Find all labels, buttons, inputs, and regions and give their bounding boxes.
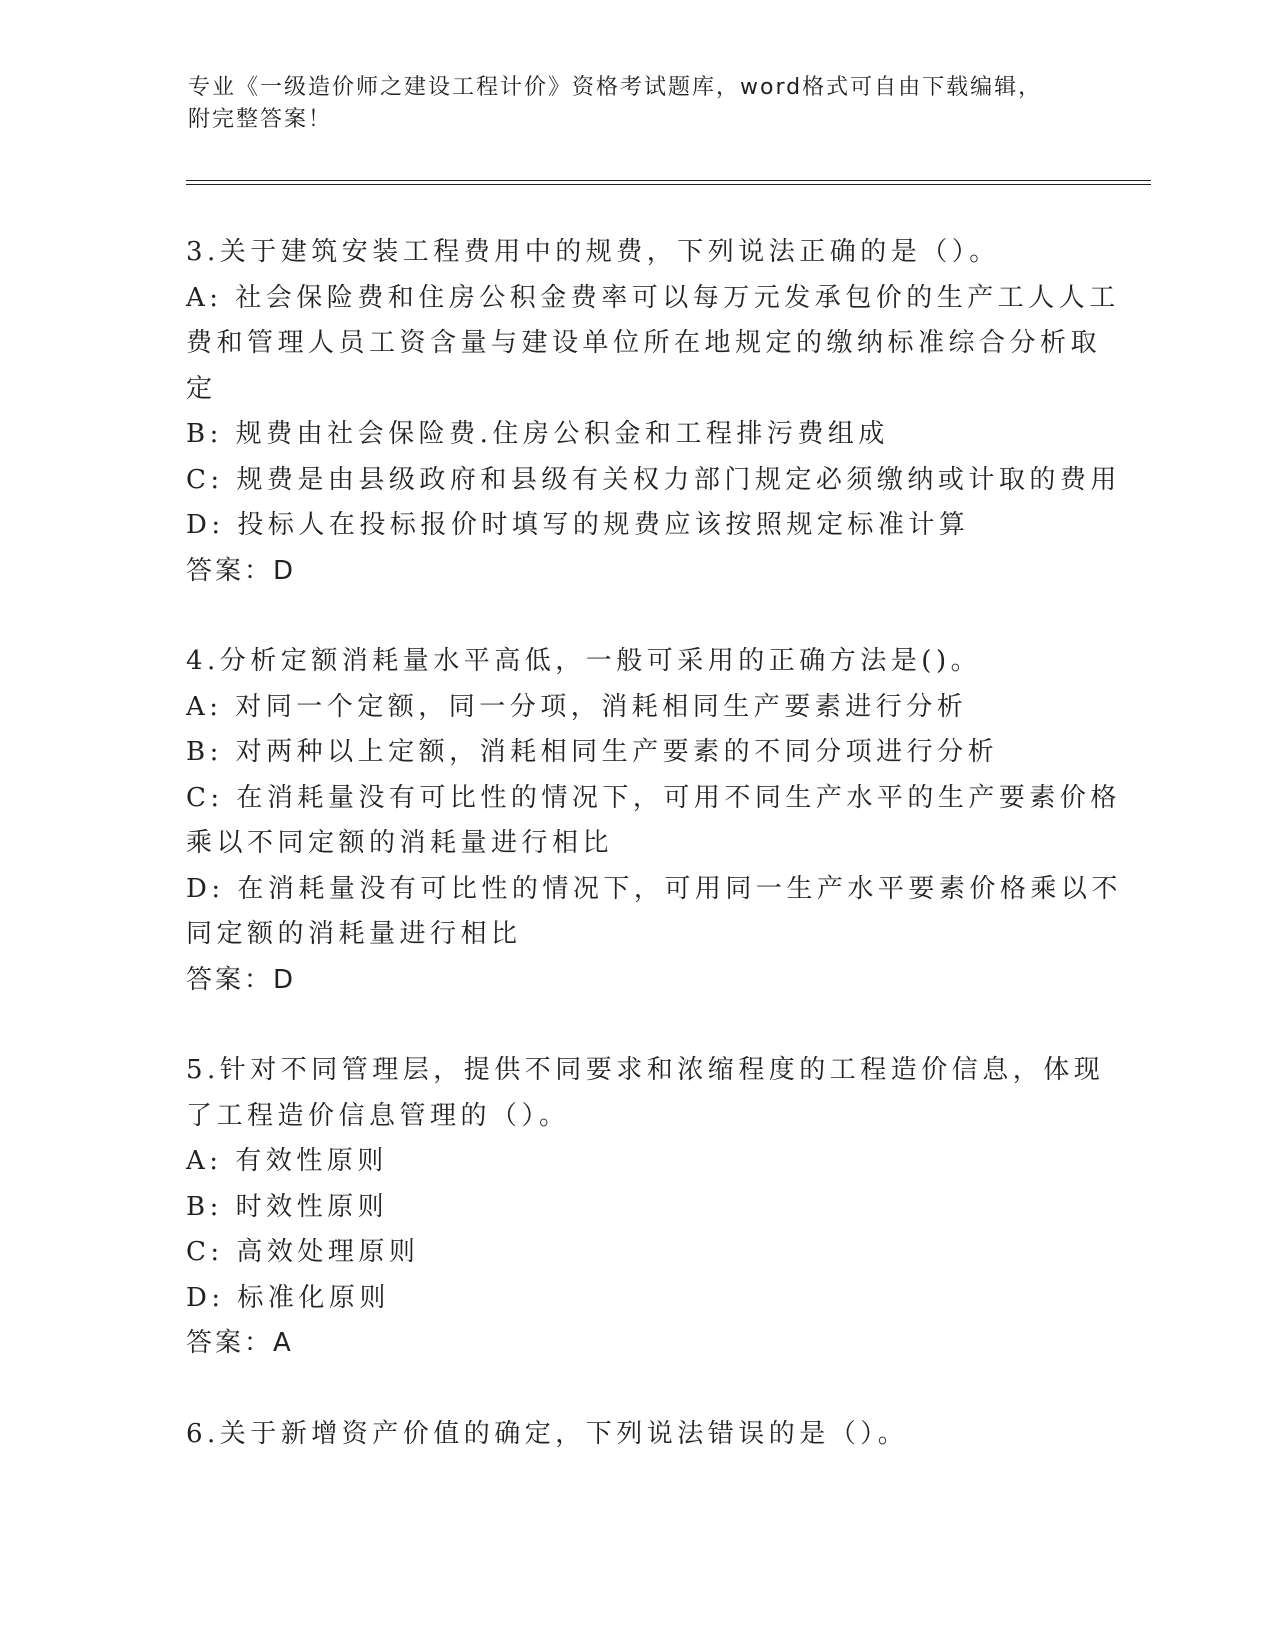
option-a: A: 社会保险费和住房公积金费率可以每万元发承包价的生产工人人工 <box>186 282 1120 313</box>
question-list <box>186 230 1122 1457</box>
question-3 <box>186 230 1121 594</box>
option-c: C: 规费是由县级政府和县级有关权力部门规定必须缴纳或计取的费用 <box>186 464 1121 495</box>
option-d: D: 投标人在投标报价时填写的规费应该按照规定标准计算 <box>186 510 970 540</box>
option-d-continued: 同定额的消耗量进行相比 <box>186 919 522 949</box>
answer-line: 答案：D <box>186 555 297 586</box>
option-a-continued: 费和管理人员工资含量与建设单位所在地规定的缴纳标准综合分析取 <box>186 328 1102 358</box>
question-stem: 3.关于建筑安装工程费用中的规费，下列说法正确的是（）。 <box>186 237 1000 267</box>
question-stem-continued: 了工程造价信息管理的（）。 <box>186 1100 570 1131</box>
option-d: D: 标准化原则 <box>186 1282 390 1313</box>
question-4 <box>186 639 1122 1003</box>
option-b: B: 规费由社会保险费.住房公积金和工程排污费组成 <box>186 419 889 449</box>
header-line-2: 附完整答案！ <box>188 107 333 132</box>
answer-line: 答案：D <box>186 964 297 995</box>
option-c: C: 在消耗量没有可比性的情况下，可用不同生产水平的生产要素价格 <box>186 782 1121 813</box>
question-6 <box>186 1412 1086 1458</box>
option-b: B: 时效性原则 <box>186 1191 389 1222</box>
option-a-continued: 定 <box>186 373 217 404</box>
document-header <box>188 72 1068 136</box>
option-d: D: 在消耗量没有可比性的情况下，可用同一生产水平要素价格乘以不 <box>186 873 1122 904</box>
option-c: C: 高效处理原则 <box>186 1237 420 1267</box>
question-5 <box>186 1048 1105 1367</box>
header-line-1: 专业《一级造价师之建设工程计价》资格考试题库，word格式可自由下载编辑， <box>188 75 1043 100</box>
option-a: A: 有效性原则 <box>186 1146 388 1176</box>
answer-line: 答案：A <box>186 1328 294 1358</box>
option-b: B: 对两种以上定额，消耗相同生产要素的不同分项进行分析 <box>186 737 999 767</box>
question-stem: 6.关于新增资产价值的确定，下列说法错误的是（）。 <box>186 1418 909 1449</box>
option-c-continued: 乘以不同定额的消耗量进行相比 <box>186 828 614 858</box>
option-a: A: 对同一个定额，同一分项，消耗相同生产要素进行分析 <box>186 691 968 722</box>
header-divider <box>186 180 1151 185</box>
question-stem: 4.分析定额消耗量水平高低，一般可采用的正确方法是()。 <box>186 646 982 676</box>
question-stem: 5.针对不同管理层，提供不同要求和浓缩程度的工程造价信息，体现 <box>186 1055 1105 1085</box>
